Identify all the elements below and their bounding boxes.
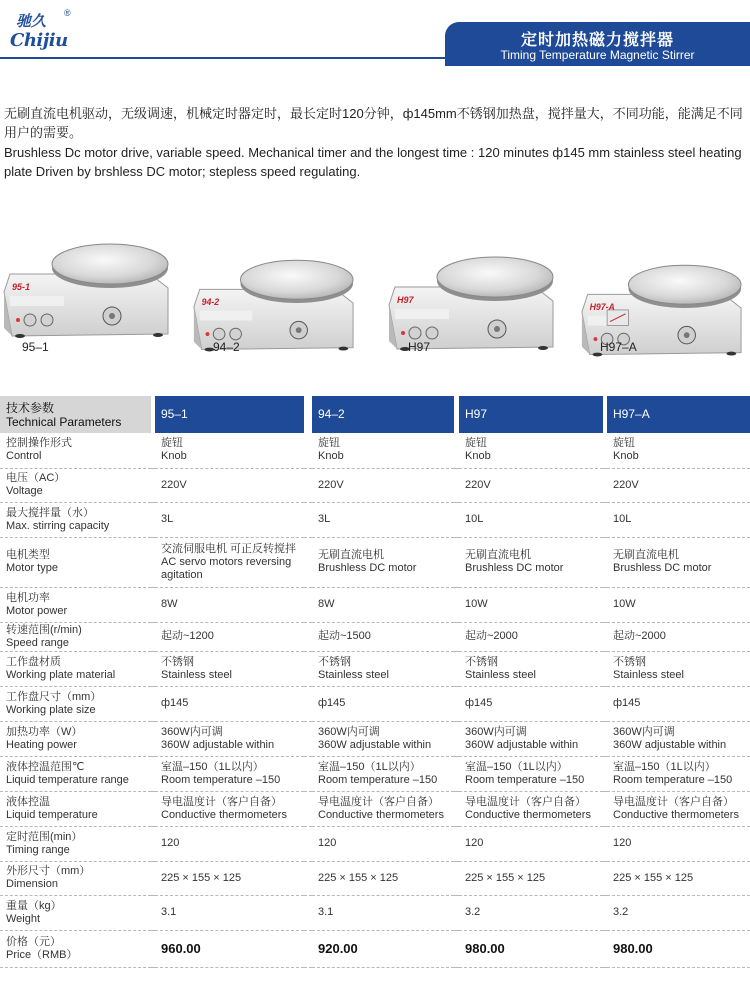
cell-line: Stainless steel — [318, 668, 389, 681]
cell-line: Room temperature –150 — [613, 773, 733, 786]
header-label-en: Technical Parameters — [6, 414, 122, 429]
row-label — [0, 622, 151, 651]
cell-line: 10L — [613, 513, 632, 525]
row-label — [0, 433, 151, 468]
cell-line: 10L — [465, 513, 484, 525]
row-label-cn: 电机类型 — [6, 549, 50, 561]
cell-line: 旋钮 — [465, 437, 487, 450]
cell-line: 导电温度计（客户自备） — [318, 795, 439, 808]
price-value: 980.00 — [613, 941, 653, 956]
row-label — [0, 468, 151, 502]
cell-line: 220V — [318, 478, 344, 491]
model-header-95-1: 95–1 — [155, 396, 304, 433]
value-cell — [312, 861, 454, 895]
cell-line: 旋钮 — [161, 437, 183, 450]
cell-line: 360W内可调 — [613, 725, 675, 738]
value-cell — [312, 468, 454, 502]
cell-line: 旋钮 — [318, 437, 340, 450]
cell-line: 360W adjustable within — [318, 738, 432, 751]
model-header-h97-a: H97–A — [607, 396, 750, 433]
value-cell — [155, 791, 304, 826]
value-cell — [459, 861, 603, 895]
row-label-cn: 电压（AC） — [6, 472, 66, 484]
cell-line: 225 × 155 × 125 — [465, 871, 546, 884]
row-label — [0, 686, 151, 721]
cell-line: Conductive thermometers — [161, 808, 287, 821]
cell-line: 220V — [161, 478, 187, 491]
row-label-en: Motor power — [6, 604, 68, 617]
table-row — [0, 895, 750, 930]
registered-mark: ® — [64, 8, 71, 18]
cell-line: 10W — [613, 598, 636, 610]
cell-line: 不锈钢 — [465, 655, 498, 668]
model-header-h97: H97 — [459, 396, 603, 433]
value-cell — [155, 826, 304, 861]
value-cell — [312, 895, 454, 930]
cell-line: 3.1 — [318, 906, 334, 918]
value-cell — [607, 930, 750, 967]
cell-line: 起动~2000 — [465, 630, 518, 642]
value-cell — [155, 651, 304, 686]
value-cell — [312, 791, 454, 826]
row-label-en: Price（RMB） — [6, 948, 78, 961]
row-label-cn: 工作盘尺寸（mm） — [6, 690, 102, 703]
table-header-row — [0, 396, 750, 433]
cell-line: 交流伺服电机 可正反转搅拌 — [161, 542, 297, 555]
cell-line: 3L — [161, 513, 174, 525]
cell-line: 不锈钢 — [161, 655, 194, 668]
cell-line: ф145 — [161, 697, 189, 709]
title-banner — [445, 22, 750, 66]
table-row — [0, 651, 750, 686]
cell-line: 225 × 155 × 125 — [318, 871, 399, 884]
model-header-94-2: 94–2 — [312, 396, 454, 433]
row-label-cn: 最大搅拌量（水） — [6, 506, 94, 519]
value-cell — [155, 502, 304, 537]
row-label-cn: 加热功率（W） — [6, 725, 83, 738]
cell-line: 不锈钢 — [318, 655, 351, 668]
row-label — [0, 791, 151, 826]
logo-en-text: Chijiu — [10, 30, 68, 51]
table-row — [0, 826, 750, 861]
cell-line: agitation — [161, 568, 203, 581]
cell-line: Conductive thermometers — [613, 808, 739, 821]
row-label-cn: 液体控温范围℃ — [6, 760, 85, 773]
row-label-en: Liquid temperature range — [6, 773, 129, 786]
cell-line: 导电温度计（客户自备） — [465, 795, 586, 808]
row-label-en: Timing range — [6, 843, 70, 856]
table-row — [0, 537, 750, 587]
value-cell — [155, 686, 304, 721]
value-cell — [312, 721, 454, 756]
table-row — [0, 587, 750, 622]
row-label-cn: 外形尺寸（mm） — [6, 865, 91, 877]
table-row — [0, 861, 750, 895]
value-cell — [312, 651, 454, 686]
value-cell — [607, 826, 750, 861]
cell-line: 室温–150（1L以内） — [613, 760, 716, 773]
value-cell — [155, 587, 304, 622]
header-label-cell — [0, 396, 151, 433]
value-cell — [312, 587, 454, 622]
value-cell — [607, 622, 750, 651]
value-cell — [459, 433, 603, 468]
cell-line: 120 — [613, 837, 632, 849]
brand-logo — [6, 6, 71, 51]
row-label-en: Working plate size — [6, 703, 96, 716]
product-label: 94–2 — [213, 340, 240, 354]
row-label — [0, 895, 151, 930]
cell-line: 225 × 155 × 125 — [613, 871, 694, 884]
cell-line: 10W — [465, 598, 488, 610]
logo-cn-text: 驰久 — [16, 12, 47, 30]
model-badge: H97-A — [589, 301, 615, 312]
value-cell — [459, 756, 603, 791]
cell-line: ф145 — [465, 697, 493, 709]
cell-line: 旋钮 — [613, 437, 635, 450]
table-row — [0, 930, 750, 967]
row-label-cn: 控制操作形式 — [6, 437, 72, 450]
row-label-cn: 转速范围(r/min) — [6, 623, 82, 636]
value-cell — [312, 537, 454, 587]
cell-line: 起动~1200 — [161, 630, 214, 642]
value-cell — [155, 861, 304, 895]
table-row — [0, 721, 750, 756]
row-label-en: Liquid temperature — [6, 808, 98, 821]
value-cell — [607, 861, 750, 895]
product-description — [4, 104, 748, 181]
cell-line: 220V — [613, 478, 639, 491]
cell-line: 室温–150（1L以内） — [318, 760, 421, 773]
cell-line: 8W — [161, 598, 178, 610]
cell-line: 无刷直流电机 — [318, 549, 384, 561]
cell-line: 起动~1500 — [318, 630, 371, 642]
cell-line: 360W adjustable within — [613, 738, 727, 751]
row-label-cn: 定时范围(min） — [6, 830, 83, 843]
value-cell — [312, 930, 454, 967]
cell-line: 导电温度计（客户自备） — [161, 795, 282, 808]
value-cell — [459, 826, 603, 861]
table-row — [0, 468, 750, 502]
cell-line: 室温–150（1L以内） — [161, 760, 264, 773]
value-cell — [607, 721, 750, 756]
cell-line: Brushless DC motor — [318, 562, 417, 574]
cell-line: Room temperature –150 — [318, 773, 438, 786]
row-label — [0, 721, 151, 756]
value-cell — [459, 791, 603, 826]
row-label-en: Speed range — [6, 636, 69, 649]
value-cell — [607, 587, 750, 622]
value-cell — [459, 537, 603, 587]
row-label — [0, 587, 151, 622]
value-cell — [155, 433, 304, 468]
value-cell — [312, 686, 454, 721]
cell-line: AC servo motors reversing — [161, 555, 292, 568]
value-cell — [607, 468, 750, 502]
description-en: Brushless Dc motor drive, variable speed. Mechanical timer and the longest time : 120 minutes ф145 mm stainless steel heating plate Driven by brshless DC motor; stepless speed regulating. — [4, 145, 742, 179]
cell-line: 360W内可调 — [465, 725, 527, 738]
cell-line: ф145 — [318, 697, 346, 709]
value-cell — [607, 686, 750, 721]
row-label-cn: 价格（元） — [6, 935, 61, 948]
cell-line: Stainless steel — [613, 668, 684, 681]
cell-line: Knob — [161, 450, 187, 463]
cell-line: Knob — [465, 450, 491, 463]
row-label-en: Weight — [6, 912, 41, 925]
cell-line: 220V — [465, 478, 491, 491]
value-cell — [155, 537, 304, 587]
cell-line: 3L — [318, 513, 331, 525]
model-badge: 94-2 — [201, 296, 220, 307]
value-cell — [459, 895, 603, 930]
row-label — [0, 502, 151, 537]
value-cell — [155, 756, 304, 791]
row-label-en: Working plate material — [6, 668, 116, 681]
value-cell — [155, 930, 304, 967]
row-label — [0, 537, 151, 587]
table-row — [0, 502, 750, 537]
cell-line: 导电温度计（客户自备） — [613, 795, 734, 808]
table-row — [0, 686, 750, 721]
cell-line: 8W — [318, 598, 335, 610]
value-cell — [155, 468, 304, 502]
cell-line: 3.2 — [613, 906, 629, 918]
cell-line: Conductive thermometers — [465, 808, 591, 821]
value-cell — [459, 502, 603, 537]
model-badge: 95-1 — [12, 282, 31, 292]
value-cell — [607, 433, 750, 468]
cell-line: 360W内可调 — [318, 725, 380, 738]
page-title-cn: 定时加热磁力搅拌器 — [520, 32, 674, 49]
price-value: 960.00 — [161, 941, 201, 956]
row-label — [0, 930, 151, 967]
price-value: 920.00 — [318, 941, 358, 956]
value-cell — [607, 895, 750, 930]
value-cell — [312, 826, 454, 861]
row-label-en: Max. stirring capacity — [6, 519, 110, 532]
product-label: H97–A — [600, 340, 637, 354]
value-cell — [155, 721, 304, 756]
row-label-en: Heating power — [6, 738, 77, 751]
cell-line: 225 × 155 × 125 — [161, 871, 242, 884]
price-value: 980.00 — [465, 941, 505, 956]
value-cell — [459, 930, 603, 967]
row-label-cn: 液体控温 — [6, 795, 50, 808]
value-cell — [607, 502, 750, 537]
value-cell — [607, 791, 750, 826]
value-cell — [607, 537, 750, 587]
row-label-cn: 工作盘材质 — [6, 655, 61, 668]
cell-line: 120 — [465, 837, 484, 849]
value-cell — [459, 721, 603, 756]
row-label — [0, 826, 151, 861]
row-label-en: Voltage — [6, 485, 43, 497]
cell-line: Knob — [613, 450, 639, 463]
cell-line: 360W adjustable within — [161, 738, 275, 751]
cell-line: 无刷直流电机 — [465, 549, 531, 561]
cell-line: 120 — [161, 837, 180, 849]
table-row — [0, 791, 750, 826]
cell-line: 3.1 — [161, 906, 177, 918]
value-cell — [607, 651, 750, 686]
product-image-1 — [0, 232, 170, 342]
cell-line: Stainless steel — [161, 668, 232, 681]
cell-line: Stainless steel — [465, 668, 536, 681]
cell-line: 室温–150（1L以内） — [465, 760, 568, 773]
row-label-en: Motor type — [6, 562, 58, 574]
cell-line: 不锈钢 — [613, 655, 646, 668]
model-badge: H97 — [397, 295, 414, 305]
value-cell — [459, 651, 603, 686]
table-row — [0, 756, 750, 791]
description-cn: 无刷直流电机驱动，无级调速，机械定时器定时，最长定时120分钟，ф145mm不锈钢加热盘，搅拌量大，不同功能，能满足不同用户的需要。 — [4, 106, 743, 140]
row-label-en: Control — [6, 450, 42, 463]
value-cell — [312, 622, 454, 651]
value-cell — [459, 587, 603, 622]
cell-line: 120 — [318, 837, 337, 849]
cell-line: Brushless DC motor — [613, 562, 712, 574]
product-gallery — [0, 232, 750, 367]
value-cell — [312, 502, 454, 537]
page-title-en: Timing Temperature Magnetic Stirrer — [500, 48, 695, 62]
header-label-cn: 技术参数 — [6, 400, 55, 415]
product-label: H97 — [408, 340, 431, 354]
cell-line: 3.2 — [465, 906, 481, 918]
cell-line: Brushless DC motor — [465, 562, 564, 574]
row-label — [0, 756, 151, 791]
cell-line: Knob — [318, 450, 344, 463]
value-cell — [312, 433, 454, 468]
product-image-3 — [385, 245, 555, 355]
cell-line: ф145 — [613, 697, 641, 709]
cell-line: 360W adjustable within — [465, 738, 579, 751]
row-label-en: Dimension — [6, 878, 58, 890]
spec-table — [0, 396, 750, 968]
row-label — [0, 861, 151, 895]
value-cell — [155, 622, 304, 651]
row-label-cn: 重量（kg） — [6, 899, 62, 912]
value-cell — [459, 622, 603, 651]
value-cell — [155, 895, 304, 930]
table-row — [0, 622, 750, 651]
cell-line: 360W内可调 — [161, 725, 223, 738]
value-cell — [312, 756, 454, 791]
value-cell — [607, 756, 750, 791]
row-label-cn: 电机功率 — [6, 591, 50, 604]
value-cell — [459, 468, 603, 502]
cell-line: 无刷直流电机 — [613, 549, 679, 561]
cell-line: Room temperature –150 — [465, 773, 585, 786]
table-row — [0, 433, 750, 468]
cell-line: Conductive thermometers — [318, 808, 444, 821]
row-label — [0, 651, 151, 686]
product-label: 95–1 — [22, 340, 49, 354]
value-cell — [459, 686, 603, 721]
cell-line: Room temperature –150 — [161, 773, 281, 786]
cell-line: 起动~2000 — [613, 630, 666, 642]
